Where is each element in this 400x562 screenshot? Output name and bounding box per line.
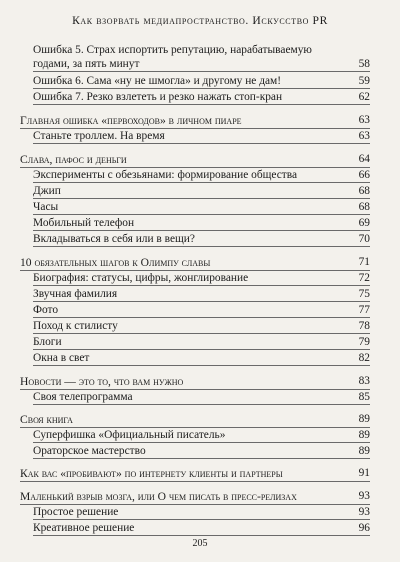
toc-page-number: 89 [358,445,370,457]
toc-section-title: Своя книга [20,413,73,426]
toc-entry-title: Ошибка 6. Сама «ну не шмогла» и другому не дам! [33,75,282,87]
toc-page-number: 70 [358,233,370,245]
toc-page-number: 71 [358,256,370,268]
toc-entry-monkeys [33,169,370,183]
toc-entry-title: Суперфишка «Официальный писатель» [33,429,226,441]
toc-page-number: 91 [358,467,370,479]
toc-entry-title: Часы [33,201,59,213]
toc-entry-tv-show [33,391,370,405]
toc-entry-title: Креативное решение [33,522,135,534]
toc-section-title: Как вас «пробивают» по интернету клиенты и партнеры [20,467,283,480]
toc-entry-title: Окна в свет [33,352,90,364]
toc-entry-title: Своя телепрограмма [33,391,133,403]
toc-page-number: 78 [358,320,370,332]
toc-entry-windows [33,352,370,366]
toc-page-number: 93 [358,506,370,518]
toc-entry-invest [33,233,370,247]
toc-page-number: 75 [358,288,370,300]
toc-entry-title: Фото [33,304,59,316]
toc-entry-simple-solution [33,506,370,520]
toc-entry-watch [33,201,370,215]
toc-entry-title: Ошибка 5. Страх испортить репутацию, нарабатываемую [33,44,312,56]
toc-page-number: 68 [358,185,370,197]
toc-entry-oratory [33,445,370,459]
toc-page-number: 93 [358,490,370,502]
toc-page-number: 58 [358,58,370,70]
toc-page-number: 96 [358,522,370,534]
toc-page-number: 89 [358,413,370,425]
toc-section-main-mistake [20,114,370,129]
toc-section-ten-steps [20,256,370,271]
toc-page-number: 59 [358,75,370,87]
toc-section-internet-check [20,467,370,482]
toc-page-number: 66 [358,169,370,181]
toc-entry-stylist [33,320,370,334]
toc-section-title: Маленький взрыв мозга, или О чем писать в пресс-релизах [20,490,297,503]
toc-entry-jeep [33,185,370,199]
toc-section-news [20,375,370,390]
toc-page-number: 82 [358,352,370,364]
toc-entry-title: Поход к стилисту [33,320,118,332]
toc-entry-troll [33,130,370,144]
toc-entry-title: Блоги [33,336,62,348]
toc-page-number: 77 [358,304,370,316]
toc-entry-error-6 [33,75,370,89]
running-header: Как взорвать медиапространство. Искусство PR [72,14,328,27]
toc-entry-error-5-cont [33,58,370,72]
toc-entry-photo [33,304,370,318]
page-number: 205 [192,538,208,549]
toc-page-number: 68 [358,201,370,213]
toc-section-book [20,413,370,428]
toc-page-number: 85 [358,391,370,403]
toc-entry-title: Ораторское мастерство [33,445,146,457]
toc-section-title: Новости — это то, что вам нужно [20,375,184,388]
toc-entry-title: Биография: статусы, цифры, жонглирование [33,272,249,284]
toc-page-number: 83 [358,375,370,387]
toc-entry-title: Простое решение [33,506,119,518]
toc-entry-title: Вкладываться в себя или в вещи? [33,233,195,245]
toc-entry-official-writer [33,429,370,443]
toc-section-title: Главная ошибка «первоходов» в личном пиаре [20,114,242,127]
toc-entry-error-5 [33,44,370,57]
toc-entry-biography [33,272,370,286]
toc-page-number: 63 [358,130,370,142]
toc-entry-title: Эксперименты с обезьянами: формирование общества [33,169,298,181]
toc-entry-blogs [33,336,370,350]
toc-entry-title: годами, за пять минут [33,58,140,70]
toc-section-title: 10 обязательных шагов к Олимпу славы [20,256,211,269]
toc-entry-surname [33,288,370,302]
toc-section-title: Слава, пафос и деньги [20,153,127,166]
toc-entry-title: Мобильный телефон [33,217,135,229]
toc-page-number: 64 [358,153,370,165]
toc-entry-title: Звучная фамилия [33,288,118,300]
toc-page-number: 69 [358,217,370,229]
toc-entry-creative-solution [33,522,370,536]
toc-section-fame [20,153,370,168]
toc-page-number: 89 [358,429,370,441]
toc-entry-title: Джип [33,185,61,197]
toc-page-number: 79 [358,336,370,348]
toc-page-number: 72 [358,272,370,284]
toc-section-press-releases [20,490,370,505]
toc-entry-title: Станьте троллем. На время [33,130,165,142]
toc-entry-error-7 [33,91,370,105]
toc-page-number: 63 [358,114,370,126]
toc-page-number: 62 [358,91,370,103]
toc-entry-title: Ошибка 7. Резко взлететь и резко нажать стоп-кран [33,91,283,103]
toc-entry-phone [33,217,370,231]
